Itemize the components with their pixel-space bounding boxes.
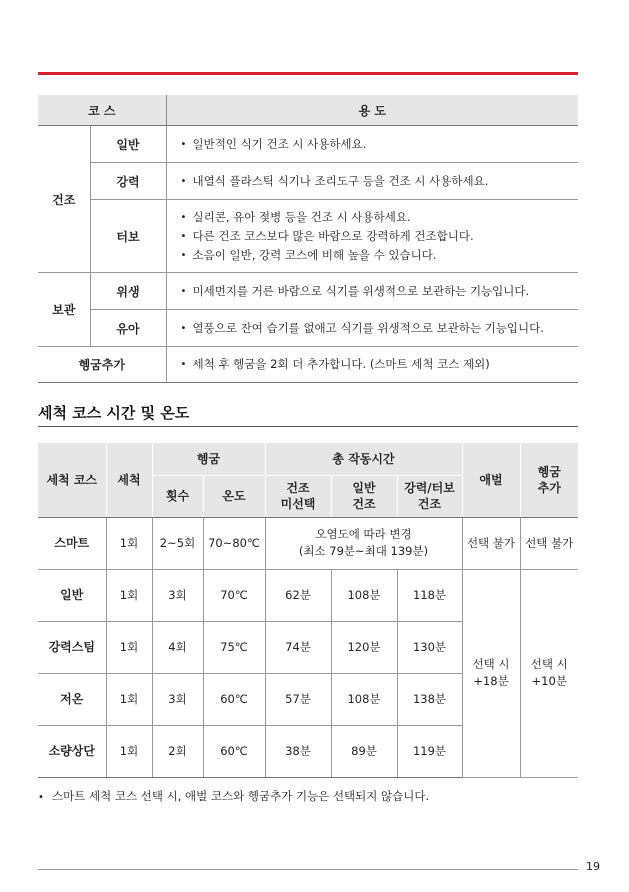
cell-dry-normal: 108분 <box>331 569 397 621</box>
cell-rinse-count: 2~5회 <box>152 517 203 569</box>
course-rinse-add: 헹굼추가 <box>38 347 166 383</box>
footnote <box>38 788 429 804</box>
row-course-name: 소량상단 <box>38 725 106 777</box>
header-dry-strong: 강력/터보 건조 <box>397 475 462 517</box>
header-usage: 용 도 <box>166 95 578 126</box>
cell-dry-none: 74분 <box>265 621 331 673</box>
header-dry-normal: 일반 건조 <box>331 475 397 517</box>
course-dry-turbo: 터보 <box>90 200 166 273</box>
cell-rinse-temp: 60℃ <box>203 673 265 725</box>
cell-dry-normal: 89분 <box>331 725 397 777</box>
cell-rinse-add-selected: 선택 시 +10분 <box>520 569 578 777</box>
cell-rinse-temp: 60℃ <box>203 725 265 777</box>
course-dry-normal: 일반 <box>90 126 166 163</box>
cell-rinse-count: 2회 <box>152 725 203 777</box>
cell-prewash: 선택 불가 <box>462 517 520 569</box>
cell-rinse-count: 4회 <box>152 621 203 673</box>
header-wash-course: 세척 코스 <box>38 443 106 517</box>
cell-dry-none: 62분 <box>265 569 331 621</box>
course-desc: • 열풍으로 잔여 습기를 없애고 식기를 위생적으로 보관하는 기능입니다. <box>166 310 578 347</box>
section-title: 세척 코스 시간 및 온도 <box>38 404 190 422</box>
cell-prewash-selected: 선택 시 +18분 <box>462 569 520 777</box>
course-storage-baby: 유아 <box>90 310 166 347</box>
course-desc: • 실리콘, 유아 젖병 등을 건조 시 사용하세요. • 다른 건조 코스보다 많은 바람으로 강력하게 건조합니다. • 소음이 일반, 강력 코스에 비해 높을 수 있습니다. <box>166 200 578 273</box>
header-rinse: 헹굼 <box>152 443 265 475</box>
cell-rinse-temp: 70~80℃ <box>203 517 265 569</box>
course-storage-hygiene: 위생 <box>90 273 166 310</box>
row-course-name: 스마트 <box>38 517 106 569</box>
footer-divider <box>38 869 578 870</box>
cell-dry-none: 38분 <box>265 725 331 777</box>
cell-rinse-count: 3회 <box>152 569 203 621</box>
cell-dry-none: 57분 <box>265 673 331 725</box>
cell-dry-strong: 119분 <box>397 725 462 777</box>
cell-dry-normal: 108분 <box>331 673 397 725</box>
row-course-name: 일반 <box>38 569 106 621</box>
cell-wash: 1회 <box>106 517 152 569</box>
section-divider <box>38 426 578 427</box>
header-rinse-add: 헹굼 추가 <box>520 443 578 517</box>
group-storage: 보관 <box>38 273 90 347</box>
top-accent-bar <box>38 72 578 75</box>
cell-wash: 1회 <box>106 569 152 621</box>
header-course: 코 스 <box>38 95 166 126</box>
course-usage-table <box>38 95 578 383</box>
header-rinse-count: 횟수 <box>152 475 203 517</box>
row-course-name: 저온 <box>38 673 106 725</box>
cell-wash: 1회 <box>106 673 152 725</box>
cell-rinse-temp: 75℃ <box>203 621 265 673</box>
cell-rinse-count: 3회 <box>152 673 203 725</box>
cell-wash: 1회 <box>106 725 152 777</box>
course-desc: • 내열식 플라스틱 식기나 조리도구 등을 건조 시 사용하세요. <box>166 163 578 200</box>
course-desc: • 일반적인 식기 건조 시 사용하세요. <box>166 126 578 163</box>
row-course-name: 강력스팀 <box>38 621 106 673</box>
cell-dry-strong: 118분 <box>397 569 462 621</box>
header-prewash: 애벌 <box>462 443 520 517</box>
cell-total-time: 오염도에 따라 변경 (최소 79분~최대 139분) <box>265 517 462 569</box>
wash-course-table <box>38 443 578 778</box>
cell-dry-strong: 138분 <box>397 673 462 725</box>
course-desc: • 미세먼지를 거른 바람으로 식기를 위생적으로 보관하는 기능입니다. <box>166 273 578 310</box>
bullet-icon: • <box>38 792 44 803</box>
cell-wash: 1회 <box>106 621 152 673</box>
cell-dry-strong: 130분 <box>397 621 462 673</box>
cell-rinse-add: 선택 불가 <box>520 517 578 569</box>
header-wash: 세척 <box>106 443 152 517</box>
course-dry-strong: 강력 <box>90 163 166 200</box>
footnote-text: 스마트 세척 코스 선택 시, 애벌 코스와 헹굼추가 기능은 선택되지 않습니다. <box>52 789 430 803</box>
header-total-time: 총 작동시간 <box>265 443 462 475</box>
header-dry-none: 건조 미선택 <box>265 475 331 517</box>
cell-rinse-temp: 70℃ <box>203 569 265 621</box>
header-rinse-temp: 온도 <box>203 475 265 517</box>
group-dry: 건조 <box>38 126 90 273</box>
page-number: 19 <box>586 860 600 873</box>
cell-dry-normal: 120분 <box>331 621 397 673</box>
course-desc: • 세척 후 헹굼을 2회 더 추가합니다. (스마트 세척 코스 제외) <box>166 347 578 383</box>
